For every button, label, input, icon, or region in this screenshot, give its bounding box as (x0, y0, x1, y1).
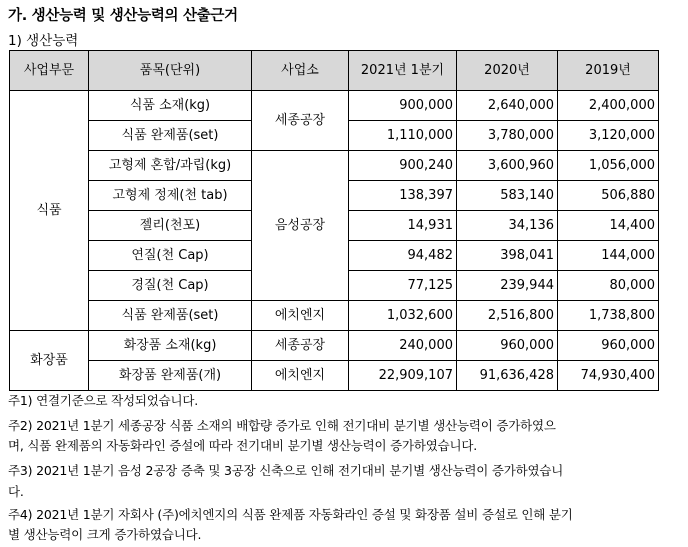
value-cell-2020: 3,600,960 (457, 151, 558, 181)
product-cell: 식품 완제품(set) (89, 121, 252, 151)
value-cell-2019: 14,400 (558, 211, 659, 241)
value-cell-2019: 506,880 (558, 181, 659, 211)
product-cell: 고형제 정제(천 tab) (89, 181, 252, 211)
value-cell-2021q1: 900,000 (349, 91, 457, 121)
table-row (10, 301, 659, 331)
value-cell-2020: 239,944 (457, 271, 558, 301)
production-capacity-table (9, 50, 659, 391)
value-cell-2021q1: 22,909,107 (349, 361, 457, 391)
product-cell: 고형제 혼합/과립(kg) (89, 151, 252, 181)
section-subheading: 1) 생산능력 (8, 33, 79, 49)
column-header-2020: 2020년 (457, 51, 558, 91)
value-cell-2021q1: 94,482 (349, 241, 457, 271)
value-cell-2019: 74,930,400 (558, 361, 659, 391)
site-cell: 에치엔지 (252, 301, 349, 331)
footnote-2-cont: 며, 식품 완제품의 자동화라인 증설에 따라 전기대비 분기별 생산능력이 증가하였습니다. (8, 438, 478, 453)
value-cell-2020: 2,640,000 (457, 91, 558, 121)
value-cell-2019: 1,056,000 (558, 151, 659, 181)
site-cell: 세종공장 (252, 331, 349, 361)
product-cell: 젤리(천포) (89, 211, 252, 241)
column-header-2021q1: 2021년 1분기 (349, 51, 457, 91)
value-cell-2020: 3,780,000 (457, 121, 558, 151)
value-cell-2020: 583,140 (457, 181, 558, 211)
value-cell-2021q1: 138,397 (349, 181, 457, 211)
table-row (10, 91, 659, 121)
product-cell: 화장품 완제품(개) (89, 361, 252, 391)
footnote-3-cont: 다. (8, 484, 24, 499)
site-cell: 음성공장 (252, 151, 349, 301)
value-cell-2021q1: 1,110,000 (349, 121, 457, 151)
section-heading: 가. 생산능력 및 생산능력의 산출근거 (8, 8, 238, 24)
footnote-3: 주3) 2021년 1분기 음성 2공장 증축 및 3공장 신축으로 인해 전기대비 분기별 생산능력이 증가하였습니 (8, 463, 564, 478)
value-cell-2021q1: 14,931 (349, 211, 457, 241)
table-row (10, 361, 659, 391)
column-header-product: 품목(단위) (89, 51, 252, 91)
site-cell: 에치엔지 (252, 361, 349, 391)
value-cell-2019: 80,000 (558, 271, 659, 301)
product-cell: 경질(천 Cap) (89, 271, 252, 301)
product-cell: 식품 완제품(set) (89, 301, 252, 331)
product-cell: 식품 소재(kg) (89, 91, 252, 121)
column-header-site: 사업소 (252, 51, 349, 91)
value-cell-2021q1: 77,125 (349, 271, 457, 301)
value-cell-2020: 398,041 (457, 241, 558, 271)
value-cell-2019: 960,000 (558, 331, 659, 361)
footnote-4-cont: 별 생산능력이 크게 증가하였습니다. (8, 527, 202, 542)
footnote-4: 주4) 2021년 1분기 자회사 (주)에치엔지의 식품 완제품 자동화라인 증설 및 화장품 설비 증설로 인해 분기 (8, 507, 573, 522)
value-cell-2019: 2,400,000 (558, 91, 659, 121)
column-header-2019: 2019년 (558, 51, 659, 91)
product-cell: 화장품 소재(kg) (89, 331, 252, 361)
value-cell-2021q1: 900,240 (349, 151, 457, 181)
value-cell-2021q1: 240,000 (349, 331, 457, 361)
value-cell-2021q1: 1,032,600 (349, 301, 457, 331)
product-cell: 연질(천 Cap) (89, 241, 252, 271)
value-cell-2020: 2,516,800 (457, 301, 558, 331)
table-header-row (10, 51, 659, 91)
footnote-2: 주2) 2021년 1분기 세종공장 식품 소재의 배합량 증가로 인해 전기대비 분기별 생산능력이 증가하였으 (8, 418, 556, 433)
value-cell-2020: 34,136 (457, 211, 558, 241)
value-cell-2020: 960,000 (457, 331, 558, 361)
value-cell-2019: 144,000 (558, 241, 659, 271)
value-cell-2020: 91,636,428 (457, 361, 558, 391)
table-row (10, 151, 659, 181)
division-cell: 식품 (10, 91, 89, 331)
value-cell-2019: 3,120,000 (558, 121, 659, 151)
column-header-division: 사업부문 (10, 51, 89, 91)
division-cell: 화장품 (10, 331, 89, 391)
site-cell: 세종공장 (252, 91, 349, 151)
value-cell-2019: 1,738,800 (558, 301, 659, 331)
table-row (10, 331, 659, 361)
footnote-1: 주1) 연결기준으로 작성되었습니다. (8, 393, 199, 408)
